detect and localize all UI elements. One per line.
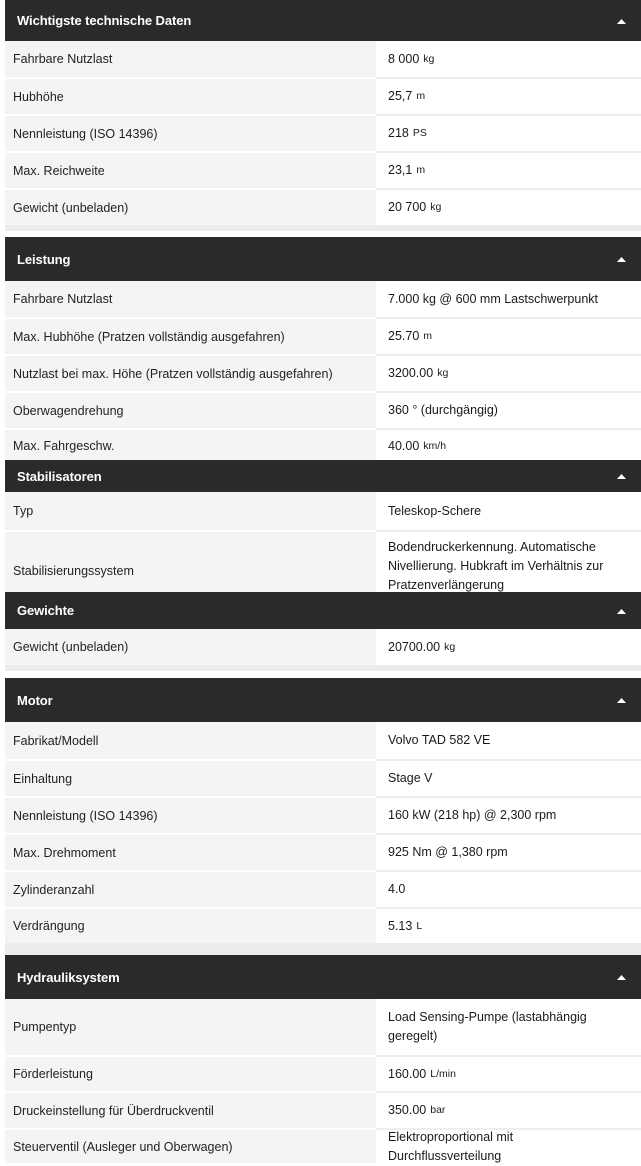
section-gewichte <box>5 592 641 671</box>
section-divider <box>5 943 641 955</box>
spec-label: Fahrbare Nutzlast <box>5 41 376 77</box>
chevron-up-icon[interactable] <box>601 256 641 262</box>
spec-label: Gewicht (unbeladen) <box>5 188 376 225</box>
spec-value: Elektroproportional mit Durchflussverteilung <box>376 1128 641 1163</box>
table-row <box>5 1128 641 1163</box>
chevron-up-icon[interactable] <box>601 18 641 24</box>
section-divider <box>5 665 641 671</box>
section-header-hydrauliksystem[interactable] <box>5 955 641 999</box>
spec-label: Fahrbare Nutzlast <box>5 281 376 317</box>
spec-value: 160.00 L/min <box>376 1055 641 1091</box>
table-row <box>5 907 641 943</box>
spec-value: 925 Nm @ 1,380 rpm <box>376 833 641 870</box>
spec-label: Einhaltung <box>5 759 376 796</box>
table-row <box>5 1055 641 1091</box>
table-row <box>5 1091 641 1128</box>
section-title: Hydrauliksystem <box>17 969 120 985</box>
spec-value: Teleskop-Schere <box>376 492 641 530</box>
chevron-up-icon[interactable] <box>601 473 641 479</box>
section-header-motor[interactable] <box>5 678 641 722</box>
spec-label: Druckeinstellung für Überdruckventil <box>5 1091 376 1128</box>
chevron-up-icon[interactable] <box>601 608 641 614</box>
table-row <box>5 629 641 665</box>
spec-value: 40.00 km/h <box>376 428 641 462</box>
spec-label: Max. Drehmoment <box>5 833 376 870</box>
section-header-main-specs[interactable] <box>5 0 641 41</box>
spec-value: 8 000 kg <box>376 41 641 77</box>
section-title: Wichtigste technische Daten <box>17 13 192 28</box>
section-divider <box>5 225 641 231</box>
table-row <box>5 492 641 530</box>
section-header-stabilisatoren[interactable] <box>5 460 641 492</box>
table-row <box>5 999 641 1055</box>
spec-label: Stabilisierungssystem <box>5 530 376 592</box>
spec-label: Hubhöhe <box>5 77 376 114</box>
table-row <box>5 151 641 188</box>
table-row <box>5 354 641 391</box>
table-row <box>5 317 641 354</box>
spec-value: 7.000 kg @ 600 mm Lastschwerpunkt <box>376 281 641 317</box>
section-title: Leistung <box>17 251 71 267</box>
spec-value: 20 700 kg <box>376 188 641 225</box>
spec-value: 360 ° (durchgängig) <box>376 391 641 428</box>
table-row <box>5 41 641 77</box>
spec-label: Max. Fahrgeschw. <box>5 428 376 462</box>
spec-label: Nutzlast bei max. Höhe (Pratzen vollständig ausgefahren) <box>5 354 376 391</box>
section-header-gewichte[interactable] <box>5 592 641 629</box>
spec-value: 4.0 <box>376 870 641 907</box>
spec-label: Max. Hubhöhe (Pratzen vollständig ausgefahren) <box>5 317 376 354</box>
table-row <box>5 870 641 907</box>
spec-value: Load Sensing-Pumpe (lastabhängig geregelt) <box>376 999 641 1055</box>
section-stabilisatoren <box>5 460 641 592</box>
spec-label: Nennleistung (ISO 14396) <box>5 114 376 151</box>
section-hydrauliksystem <box>5 955 641 1163</box>
spec-value: 25,7 m <box>376 77 641 114</box>
spec-value: 25.70 m <box>376 317 641 354</box>
table-row <box>5 759 641 796</box>
spec-value: 5.13 L <box>376 907 641 943</box>
table-row <box>5 796 641 833</box>
spec-label: Steuerventil (Ausleger und Oberwagen) <box>5 1128 376 1163</box>
spec-value: Stage V <box>376 759 641 796</box>
spec-value: 350.00 bar <box>376 1091 641 1128</box>
spec-label: Oberwagendrehung <box>5 391 376 428</box>
table-row <box>5 722 641 759</box>
table-row <box>5 114 641 151</box>
spec-label: Nennleistung (ISO 14396) <box>5 796 376 833</box>
spec-label: Pumpentyp <box>5 999 376 1055</box>
section-header-leistung[interactable] <box>5 237 641 281</box>
spec-value: 23,1 m <box>376 151 641 188</box>
table-row <box>5 281 641 317</box>
chevron-up-icon[interactable] <box>601 974 641 980</box>
spec-value: 3200.00 kg <box>376 354 641 391</box>
spec-label: Fabrikat/Modell <box>5 722 376 759</box>
spec-value: 218 PS <box>376 114 641 151</box>
spec-label: Verdrängung <box>5 907 376 943</box>
spec-value: Bodendruckerkennung. Automatische Nivellierung. Hubkraft im Verhältnis zur Pratzenverlängerung <box>376 530 641 592</box>
spec-value: 160 kW (218 hp) @ 2,300 rpm <box>376 796 641 833</box>
spec-label: Förderleistung <box>5 1055 376 1091</box>
spec-label: Zylinderanzahl <box>5 870 376 907</box>
section-main-specs <box>5 0 641 231</box>
spec-label: Typ <box>5 492 376 530</box>
table-row <box>5 833 641 870</box>
spec-label: Max. Reichweite <box>5 151 376 188</box>
section-title: Motor <box>17 692 53 708</box>
table-row <box>5 530 641 592</box>
table-row <box>5 428 641 462</box>
section-title: Gewichte <box>17 603 74 618</box>
section-motor <box>5 678 641 955</box>
chevron-up-icon[interactable] <box>601 697 641 703</box>
spec-value: Volvo TAD 582 VE <box>376 722 641 759</box>
section-leistung <box>5 237 641 462</box>
spec-value: 20700.00 kg <box>376 629 641 665</box>
table-row <box>5 188 641 225</box>
table-row <box>5 77 641 114</box>
section-title: Stabilisatoren <box>17 468 102 484</box>
table-row <box>5 391 641 428</box>
spec-label: Gewicht (unbeladen) <box>5 629 376 665</box>
